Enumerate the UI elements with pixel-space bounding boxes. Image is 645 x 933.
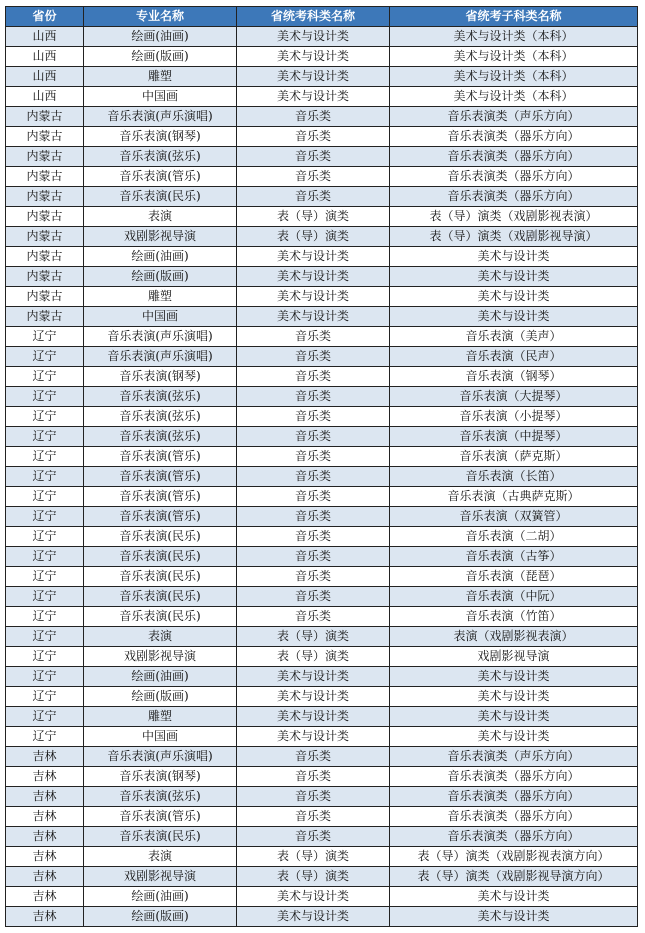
- cell-exam-subcategory: 表（导）演类（戏剧影视表演方向）: [390, 847, 638, 867]
- table-row: [6, 327, 638, 347]
- table-row: [6, 447, 638, 467]
- cell-exam-category: 美术与设计类: [237, 687, 390, 707]
- cell-province: 辽宁: [6, 467, 84, 487]
- cell-major-name: 音乐表演(钢琴): [84, 127, 237, 147]
- table-row: [6, 687, 638, 707]
- cell-province: 山西: [6, 87, 84, 107]
- cell-exam-category: 音乐类: [237, 527, 390, 547]
- cell-province: 吉林: [6, 827, 84, 847]
- cell-exam-category: 表（导）演类: [237, 227, 390, 247]
- cell-province: 内蒙古: [6, 107, 84, 127]
- cell-province: 吉林: [6, 867, 84, 887]
- cell-province: 辽宁: [6, 647, 84, 667]
- cell-province: 辽宁: [6, 547, 84, 567]
- table-row: [6, 647, 638, 667]
- cell-exam-category: 音乐类: [237, 747, 390, 767]
- cell-exam-category: 音乐类: [237, 127, 390, 147]
- table-row: [6, 807, 638, 827]
- cell-province: 吉林: [6, 767, 84, 787]
- cell-major-name: 中国画: [84, 87, 237, 107]
- cell-exam-category: 音乐类: [237, 367, 390, 387]
- cell-major-name: 绘画(油画): [84, 667, 237, 687]
- cell-province: 辽宁: [6, 407, 84, 427]
- cell-exam-category: 表（导）演类: [237, 207, 390, 227]
- table-row: [6, 667, 638, 687]
- cell-exam-category: 音乐类: [237, 607, 390, 627]
- cell-province: 辽宁: [6, 567, 84, 587]
- cell-exam-category: 美术与设计类: [237, 727, 390, 747]
- cell-exam-category: 音乐类: [237, 167, 390, 187]
- table-row: [6, 407, 638, 427]
- cell-major-name: 表演: [84, 627, 237, 647]
- cell-exam-category: 音乐类: [237, 327, 390, 347]
- cell-exam-category: 美术与设计类: [237, 27, 390, 47]
- cell-province: 内蒙古: [6, 267, 84, 287]
- cell-exam-subcategory: 音乐表演类（器乐方向）: [390, 187, 638, 207]
- cell-exam-subcategory: 音乐表演类（器乐方向）: [390, 787, 638, 807]
- cell-province: 辽宁: [6, 687, 84, 707]
- cell-province: 内蒙古: [6, 247, 84, 267]
- table-row: [6, 87, 638, 107]
- cell-province: 辽宁: [6, 727, 84, 747]
- table-body: [6, 27, 638, 927]
- table-row: [6, 347, 638, 367]
- cell-exam-subcategory: 音乐表演类（器乐方向）: [390, 127, 638, 147]
- cell-exam-category: 音乐类: [237, 587, 390, 607]
- cell-exam-subcategory: 美术与设计类: [390, 267, 638, 287]
- cell-major-name: 音乐表演(管乐): [84, 167, 237, 187]
- table-row: [6, 567, 638, 587]
- cell-exam-category: 表（导）演类: [237, 847, 390, 867]
- cell-province: 辽宁: [6, 507, 84, 527]
- cell-exam-subcategory: 表（导）演类（戏剧影视表演）: [390, 207, 638, 227]
- cell-major-name: 音乐表演(民乐): [84, 187, 237, 207]
- cell-exam-subcategory: 美术与设计类: [390, 687, 638, 707]
- table-row: [6, 27, 638, 47]
- cell-exam-subcategory: 音乐表演（中提琴）: [390, 427, 638, 447]
- cell-exam-subcategory: 美术与设计类: [390, 667, 638, 687]
- cell-exam-subcategory: 音乐表演类（器乐方向）: [390, 807, 638, 827]
- document-page: [5, 6, 638, 927]
- cell-major-name: 雕塑: [84, 287, 237, 307]
- cell-exam-subcategory: 美术与设计类（本科）: [390, 27, 638, 47]
- cell-province: 山西: [6, 67, 84, 87]
- cell-major-name: 绘画(版画): [84, 907, 237, 927]
- table-row: [6, 487, 638, 507]
- cell-major-name: 音乐表演(声乐演唱): [84, 327, 237, 347]
- cell-exam-subcategory: 表（导）演类（戏剧影视导演）: [390, 227, 638, 247]
- table-row: [6, 207, 638, 227]
- table-row: [6, 467, 638, 487]
- table-row: [6, 607, 638, 627]
- cell-major-name: 音乐表演(弦乐): [84, 427, 237, 447]
- cell-exam-subcategory: 音乐表演（古典萨克斯）: [390, 487, 638, 507]
- cell-exam-category: 音乐类: [237, 447, 390, 467]
- cell-major-name: 音乐表演(声乐演唱): [84, 347, 237, 367]
- table-row: [6, 107, 638, 127]
- cell-province: 辽宁: [6, 667, 84, 687]
- cell-exam-subcategory: 美术与设计类: [390, 307, 638, 327]
- header-major-name: 专业名称: [84, 7, 237, 27]
- cell-major-name: 音乐表演(弦乐): [84, 407, 237, 427]
- table-row: [6, 887, 638, 907]
- cell-province: 吉林: [6, 747, 84, 767]
- cell-exam-category: 表（导）演类: [237, 647, 390, 667]
- table-row: [6, 247, 638, 267]
- cell-province: 辽宁: [6, 447, 84, 467]
- cell-major-name: 表演: [84, 847, 237, 867]
- cell-exam-subcategory: 美术与设计类: [390, 247, 638, 267]
- cell-province: 吉林: [6, 807, 84, 827]
- table-row: [6, 867, 638, 887]
- cell-major-name: 音乐表演(钢琴): [84, 767, 237, 787]
- cell-exam-subcategory: 音乐表演（长笛）: [390, 467, 638, 487]
- table-row: [6, 47, 638, 67]
- cell-major-name: 音乐表演(弦乐): [84, 147, 237, 167]
- cell-exam-category: 美术与设计类: [237, 287, 390, 307]
- table-row: [6, 847, 638, 867]
- cell-exam-subcategory: 音乐表演类（器乐方向）: [390, 147, 638, 167]
- cell-major-name: 雕塑: [84, 707, 237, 727]
- cell-exam-category: 美术与设计类: [237, 247, 390, 267]
- table-row: [6, 587, 638, 607]
- cell-exam-subcategory: 美术与设计类: [390, 727, 638, 747]
- cell-exam-subcategory: 音乐表演（中阮）: [390, 587, 638, 607]
- cell-exam-category: 美术与设计类: [237, 307, 390, 327]
- cell-exam-subcategory: 美术与设计类（本科）: [390, 87, 638, 107]
- cell-major-name: 音乐表演(声乐演唱): [84, 107, 237, 127]
- cell-province: 吉林: [6, 887, 84, 907]
- cell-exam-category: 音乐类: [237, 807, 390, 827]
- table-header: [6, 7, 638, 27]
- cell-province: 内蒙古: [6, 287, 84, 307]
- table-row: [6, 227, 638, 247]
- table-row: [6, 707, 638, 727]
- cell-province: 辽宁: [6, 367, 84, 387]
- cell-province: 内蒙古: [6, 307, 84, 327]
- table-row: [6, 787, 638, 807]
- cell-exam-subcategory: 音乐表演（美声）: [390, 327, 638, 347]
- cell-exam-category: 美术与设计类: [237, 87, 390, 107]
- cell-exam-subcategory: 音乐表演（民声）: [390, 347, 638, 367]
- cell-exam-category: 音乐类: [237, 567, 390, 587]
- cell-province: 内蒙古: [6, 207, 84, 227]
- cell-exam-subcategory: 音乐表演类（声乐方向）: [390, 107, 638, 127]
- table-row: [6, 67, 638, 87]
- cell-major-name: 绘画(版画): [84, 687, 237, 707]
- table-row: [6, 767, 638, 787]
- table-row: [6, 387, 638, 407]
- cell-exam-category: 美术与设计类: [237, 907, 390, 927]
- header-province: 省份: [6, 7, 84, 27]
- cell-exam-category: 美术与设计类: [237, 67, 390, 87]
- cell-province: 山西: [6, 27, 84, 47]
- table-row: [6, 747, 638, 767]
- cell-major-name: 中国画: [84, 727, 237, 747]
- cell-exam-subcategory: 美术与设计类（本科）: [390, 67, 638, 87]
- cell-exam-subcategory: 美术与设计类: [390, 287, 638, 307]
- cell-major-name: 音乐表演(弦乐): [84, 787, 237, 807]
- cell-province: 辽宁: [6, 347, 84, 367]
- cell-major-name: 表演: [84, 207, 237, 227]
- cell-exam-subcategory: 美术与设计类（本科）: [390, 47, 638, 67]
- cell-exam-subcategory: 音乐表演（二胡）: [390, 527, 638, 547]
- cell-exam-subcategory: 音乐表演类（器乐方向）: [390, 827, 638, 847]
- cell-exam-category: 表（导）演类: [237, 627, 390, 647]
- cell-major-name: 绘画(油画): [84, 27, 237, 47]
- cell-exam-category: 美术与设计类: [237, 707, 390, 727]
- cell-exam-subcategory: 音乐表演（琵琶）: [390, 567, 638, 587]
- cell-exam-category: 音乐类: [237, 467, 390, 487]
- cell-exam-subcategory: 音乐表演（大提琴）: [390, 387, 638, 407]
- cell-exam-subcategory: 音乐表演（萨克斯）: [390, 447, 638, 467]
- table-row: [6, 287, 638, 307]
- cell-major-name: 音乐表演(民乐): [84, 567, 237, 587]
- cell-province: 内蒙古: [6, 227, 84, 247]
- cell-major-name: 音乐表演(管乐): [84, 467, 237, 487]
- cell-province: 辽宁: [6, 607, 84, 627]
- table-row: [6, 507, 638, 527]
- cell-major-name: 雕塑: [84, 67, 237, 87]
- cell-exam-subcategory: 音乐表演（小提琴）: [390, 407, 638, 427]
- cell-exam-subcategory: 音乐表演类（声乐方向）: [390, 747, 638, 767]
- cell-exam-category: 音乐类: [237, 427, 390, 447]
- cell-major-name: 音乐表演(声乐演唱): [84, 747, 237, 767]
- table-row: [6, 427, 638, 447]
- table-row: [6, 547, 638, 567]
- cell-exam-category: 音乐类: [237, 407, 390, 427]
- cell-exam-subcategory: 美术与设计类: [390, 887, 638, 907]
- cell-exam-subcategory: 音乐表演类（器乐方向）: [390, 767, 638, 787]
- table-row: [6, 127, 638, 147]
- cell-major-name: 戏剧影视导演: [84, 227, 237, 247]
- cell-exam-category: 音乐类: [237, 107, 390, 127]
- cell-exam-category: 音乐类: [237, 547, 390, 567]
- table-row: [6, 187, 638, 207]
- cell-major-name: 音乐表演(管乐): [84, 487, 237, 507]
- cell-major-name: 绘画(版画): [84, 47, 237, 67]
- cell-province: 辽宁: [6, 487, 84, 507]
- cell-major-name: 音乐表演(民乐): [84, 527, 237, 547]
- cell-exam-category: 音乐类: [237, 487, 390, 507]
- cell-province: 辽宁: [6, 427, 84, 447]
- cell-province: 内蒙古: [6, 147, 84, 167]
- cell-province: 辽宁: [6, 587, 84, 607]
- table-row: [6, 147, 638, 167]
- cell-major-name: 音乐表演(管乐): [84, 447, 237, 467]
- cell-exam-category: 音乐类: [237, 787, 390, 807]
- cell-major-name: 音乐表演(钢琴): [84, 367, 237, 387]
- cell-exam-category: 音乐类: [237, 767, 390, 787]
- table-row: [6, 307, 638, 327]
- cell-major-name: 音乐表演(管乐): [84, 807, 237, 827]
- cell-province: 辽宁: [6, 387, 84, 407]
- cell-exam-category: 美术与设计类: [237, 267, 390, 287]
- cell-exam-subcategory: 表演（戏剧影视表演）: [390, 627, 638, 647]
- cell-major-name: 戏剧影视导演: [84, 647, 237, 667]
- cell-exam-subcategory: 美术与设计类: [390, 907, 638, 927]
- table-row: [6, 527, 638, 547]
- cell-exam-subcategory: 音乐表演（双簧管）: [390, 507, 638, 527]
- cell-province: 内蒙古: [6, 167, 84, 187]
- cell-province: 辽宁: [6, 327, 84, 347]
- cell-province: 吉林: [6, 787, 84, 807]
- cell-province: 内蒙古: [6, 127, 84, 147]
- cell-province: 辽宁: [6, 527, 84, 547]
- cell-exam-subcategory: 音乐表演（古筝）: [390, 547, 638, 567]
- table-row: [6, 907, 638, 927]
- cell-exam-subcategory: 美术与设计类: [390, 707, 638, 727]
- cell-major-name: 音乐表演(民乐): [84, 587, 237, 607]
- table-row: [6, 827, 638, 847]
- cell-major-name: 绘画(油画): [84, 247, 237, 267]
- cell-exam-category: 音乐类: [237, 507, 390, 527]
- cell-province: 吉林: [6, 847, 84, 867]
- cell-major-name: 绘画(版画): [84, 267, 237, 287]
- cell-exam-subcategory: 音乐表演（钢琴）: [390, 367, 638, 387]
- cell-major-name: 音乐表演(管乐): [84, 507, 237, 527]
- table-row: [6, 727, 638, 747]
- cell-exam-category: 音乐类: [237, 827, 390, 847]
- major-category-table: [5, 6, 638, 927]
- cell-province: 辽宁: [6, 627, 84, 647]
- table-row: [6, 627, 638, 647]
- header-exam-category: 省统考科类名称: [237, 7, 390, 27]
- cell-major-name: 音乐表演(民乐): [84, 547, 237, 567]
- cell-major-name: 音乐表演(民乐): [84, 827, 237, 847]
- cell-province: 辽宁: [6, 707, 84, 727]
- cell-major-name: 音乐表演(弦乐): [84, 387, 237, 407]
- header-row: [6, 7, 638, 27]
- cell-major-name: 中国画: [84, 307, 237, 327]
- cell-exam-subcategory: 音乐表演（竹笛）: [390, 607, 638, 627]
- cell-major-name: 戏剧影视导演: [84, 867, 237, 887]
- header-exam-subcategory: 省统考子科类名称: [390, 7, 638, 27]
- cell-province: 吉林: [6, 907, 84, 927]
- cell-exam-category: 音乐类: [237, 187, 390, 207]
- cell-exam-category: 美术与设计类: [237, 667, 390, 687]
- cell-exam-subcategory: 戏剧影视导演: [390, 647, 638, 667]
- cell-exam-category: 音乐类: [237, 347, 390, 367]
- cell-major-name: 音乐表演(民乐): [84, 607, 237, 627]
- cell-exam-category: 音乐类: [237, 147, 390, 167]
- cell-province: 山西: [6, 47, 84, 67]
- cell-exam-category: 美术与设计类: [237, 887, 390, 907]
- cell-exam-subcategory: 表（导）演类（戏剧影视导演方向）: [390, 867, 638, 887]
- table-row: [6, 267, 638, 287]
- cell-exam-category: 音乐类: [237, 387, 390, 407]
- cell-major-name: 绘画(油画): [84, 887, 237, 907]
- cell-exam-category: 表（导）演类: [237, 867, 390, 887]
- cell-exam-subcategory: 音乐表演类（器乐方向）: [390, 167, 638, 187]
- table-row: [6, 167, 638, 187]
- cell-exam-category: 美术与设计类: [237, 47, 390, 67]
- table-row: [6, 367, 638, 387]
- cell-province: 内蒙古: [6, 187, 84, 207]
